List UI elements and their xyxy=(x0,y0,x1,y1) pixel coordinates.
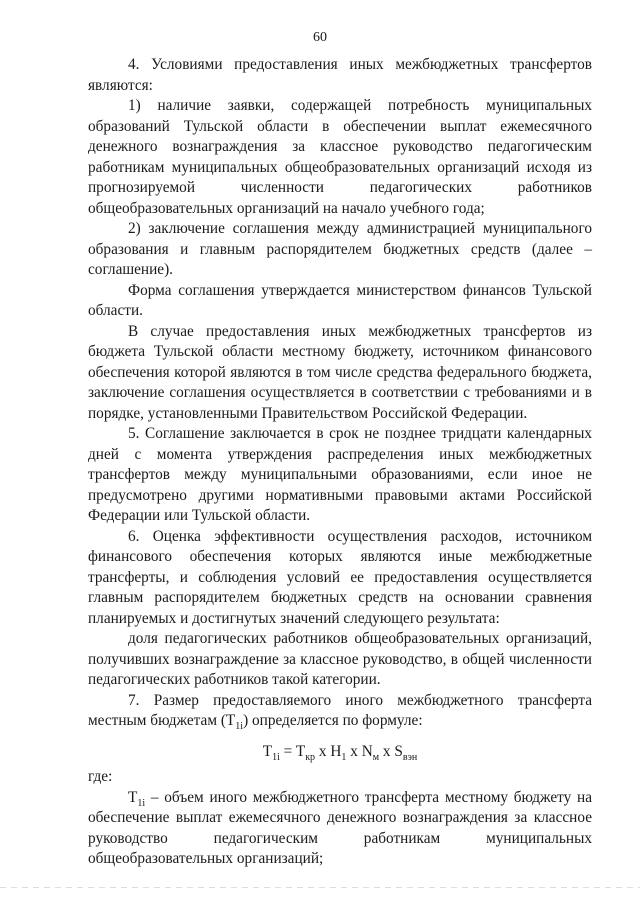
item-4-condition-1: 1) наличие заявки, содержащей потребность муниципальных образований Тульской области в обеспечении выплат ежемесячного денежного вознаграждения за классное руководство педагогическим работникам муниципальных общеобразовательных организаций исходя из прогнозируемой численности педагогических работников общеобразовательных организаций на начало учебного года; xyxy=(88,97,592,217)
formula-kr-sub: кр xyxy=(305,751,316,763)
formula-x3: x S xyxy=(379,742,403,760)
federal-funds-paragraph: В случае предоставления иных межбюджетных трансфертов из бюджета Тульской области местному бюджету, источником финансового обеспечения которой являются в том числе средства федерального бюджета, заключение соглашения осуществляется в соответствии с требованиями и в порядке, установленными Правительством Российской Федерации. xyxy=(88,322,592,422)
where-label: где: xyxy=(88,768,113,785)
item-6-paragraph: 6. Оценка эффективности осуществления расходов, источником финансового обеспечения которых являются иные межбюджетные трансферты, и соблюдения условий ее предоставления осуществляется главным распорядителем бюджетных средств на основании сравнения планируемых и достигнутых значений следующего результата: xyxy=(88,527,592,627)
agreement-form-paragraph: Форма соглашения утверждается министерством финансов Тульской области. xyxy=(88,281,592,319)
formula-eq: = T xyxy=(279,742,306,760)
definition-text: – объем иного межбюджетного трансферта местному бюджету на обеспечение выплат ежемесячного денежного вознаграждения за классное руководство педагогическим работникам муниципальных общеобразовательных организаций; xyxy=(88,788,592,867)
formula-s-sub: вэн xyxy=(402,751,418,763)
definition-t-sub: 1i xyxy=(137,797,146,809)
formula-n-sub: м xyxy=(372,751,380,763)
item-7-paragraph xyxy=(88,691,592,732)
item-7-subscript: 1i xyxy=(235,721,244,733)
item-4-condition-2: 2) заключение соглашения между администрацией муниципального образования и главным распорядителем бюджетных средств (далее – соглашение). xyxy=(88,220,592,278)
document-body xyxy=(88,55,592,870)
scan-edge-line xyxy=(0,887,640,888)
definition-t: T xyxy=(128,788,138,806)
item-7-text-b: ) определяется по формуле: xyxy=(243,712,423,729)
item-5-paragraph: 5. Соглашение заключается в срок не позднее тридцати календарных дней с момента утверждения распределения иных межбюджетных трансфертов между муниципальными образованиями, если иное не предусмотрено другими нормативными правовыми актами Российской Федерации или Тульской области. xyxy=(88,425,592,524)
item-6-result: доля педагогических работников общеобразовательных организаций, получивших вознаграждение за классное руководство, в общей численности педагогических работников такой категории. xyxy=(88,630,592,688)
definition-t1i xyxy=(88,788,592,870)
formula-t: T xyxy=(262,742,273,760)
page-number: 60 xyxy=(313,30,327,45)
formula xyxy=(88,742,592,763)
formula-t-sub: 1i xyxy=(272,751,280,763)
formula-h-sub: 1 xyxy=(341,751,347,763)
item-7-text-a: 7. Размер предоставляемого иного межбюджетного трансферта местным бюджетам (T xyxy=(88,691,592,729)
formula-x1: x H xyxy=(315,742,342,760)
formula-x2: x N xyxy=(346,742,373,760)
item-4-intro: 4. Условиями предоставления иных межбюджетных трансфертов являются: xyxy=(88,56,592,94)
